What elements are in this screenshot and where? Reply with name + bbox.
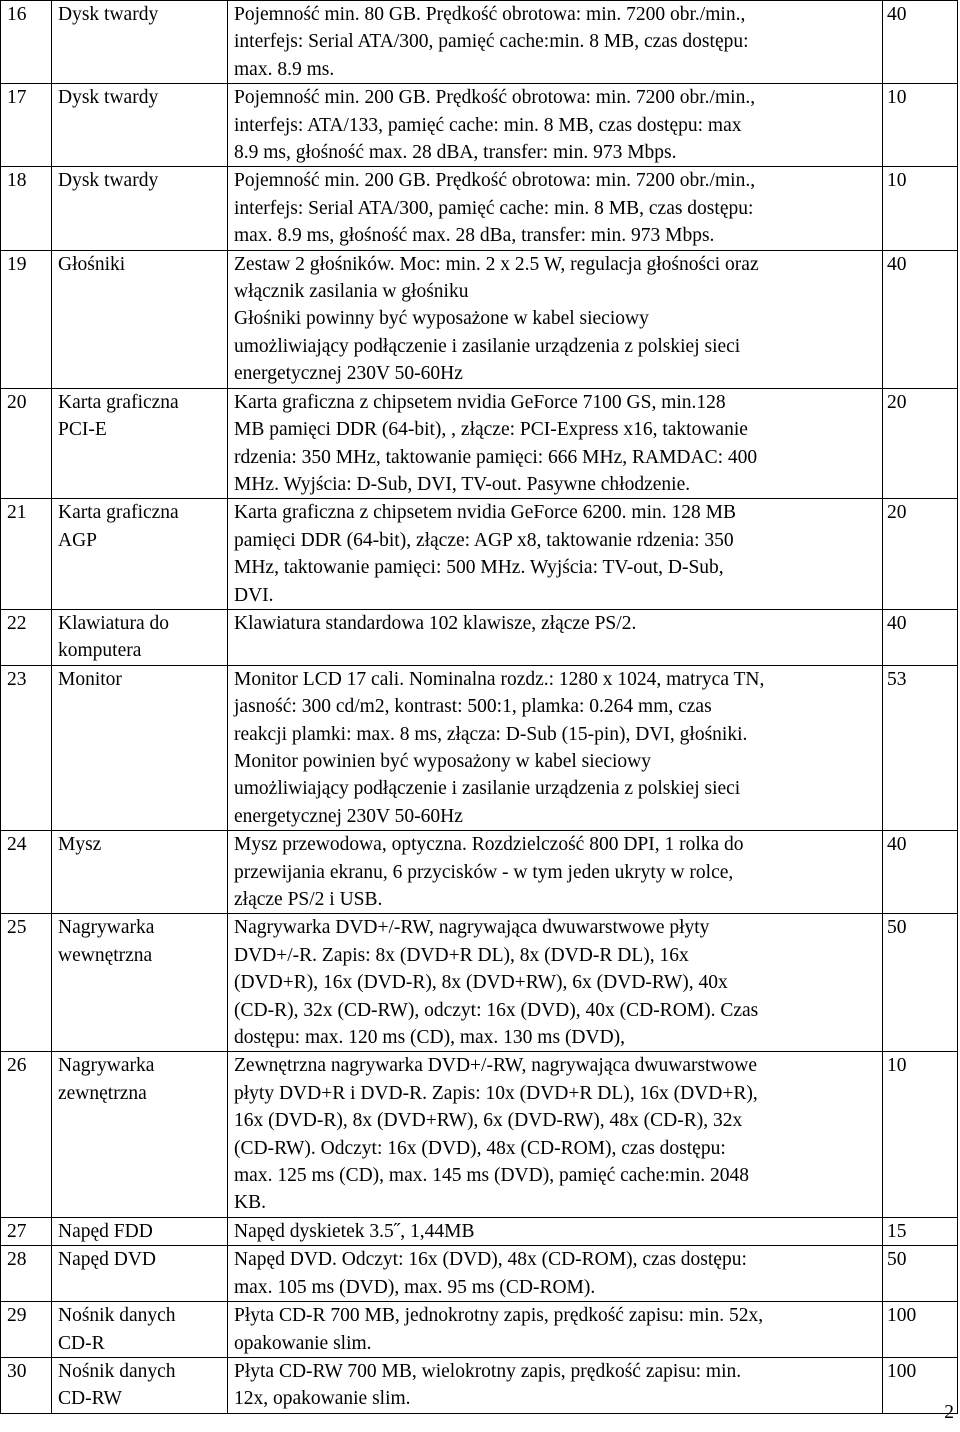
- table-row: [1, 388, 958, 499]
- item-spec-cell: Płyta CD-R 700 MB, jednokrotny zapis, prędkość zapisu: min. 52x, opakowanie slim.: [228, 1302, 883, 1358]
- item-spec-cell: Karta graficzna z chipsetem nvidia GeForce 7100 GS, min.128 MB pamięci DDR (64-bit), , złącze: PCI-Express x16, taktowanie rdzenia: 350 MHz, taktowanie pamięci: 666 MHz, RAMDAC: 400 MHz. Wyjścia: D-Sub, DVI, TV-out. Pasywne chłodzenie.: [228, 388, 883, 499]
- item-spec-cell: Zewnętrzna nagrywarka DVD+/-RW, nagrywająca dwuwarstwowe płyty DVD+R i DVD-R. Zapis: 10x (DVD+R DL), 16x (DVD+R), 16x (DVD-R), 8x (DVD+RW), 6x (DVD-RW), 48x (CD-R), 32x (CD-RW). Odczyt: 16x (DVD), 48x (CD-ROM), czas dostępu: max. 125 ms (CD), max. 145 ms (DVD), pamięć cache:min. 2048 KB.: [228, 1052, 883, 1217]
- item-spec-cell: Mysz przewodowa, optyczna. Rozdzielczość 800 DPI, 1 rolka do przewijania ekranu, 6 przycisków - w tym jeden ukryty w rolce, złącze PS/2 i USB.: [228, 831, 883, 914]
- item-spec-cell: Napęd DVD. Odczyt: 16x (DVD), 48x (CD-ROM), czas dostępu: max. 105 ms (DVD), max. 95 ms (CD-ROM).: [228, 1246, 883, 1302]
- item-quantity-cell: 50: [883, 1246, 958, 1302]
- table-row: [1, 1052, 958, 1217]
- item-number-cell: 25: [1, 914, 52, 1052]
- item-quantity-cell: 100: [883, 1357, 958, 1413]
- item-quantity-cell: 15: [883, 1217, 958, 1245]
- table-row: [1, 1, 958, 84]
- item-name-cell: Monitor: [52, 665, 228, 830]
- item-number-cell: 26: [1, 1052, 52, 1217]
- item-name-cell: Dysk twardy: [52, 167, 228, 250]
- item-number-cell: 29: [1, 1302, 52, 1358]
- item-spec-cell: Monitor LCD 17 cali. Nominalna rozdz.: 1280 x 1024, matryca TN, jasność: 300 cd/m2, kontrast: 500:1, plamka: 0.264 mm, czas reakcji plamki: max. 8 ms, złącza: D-Sub (15-pin), DVI, głośniki. Monitor powinien być wyposażony w kabel sieciowy umożliwiający podłączenie i zasilanie urządzenia z polskiej sieci energetycznej 230V 50-60Hz: [228, 665, 883, 830]
- item-name-cell: Karta graficzna PCI-E: [52, 388, 228, 499]
- item-number-cell: 28: [1, 1246, 52, 1302]
- item-quantity-cell: 20: [883, 499, 958, 610]
- item-number-cell: 27: [1, 1217, 52, 1245]
- item-quantity-cell: 40: [883, 831, 958, 914]
- item-spec-cell: Pojemność min. 200 GB. Prędkość obrotowa: min. 7200 obr./min., interfejs: ATA/133, pamięć cache: min. 8 MB, czas dostępu: max 8.9 ms, głośność max. 28 dBA, transfer: min. 973 Mbps.: [228, 84, 883, 167]
- item-number-cell: 23: [1, 665, 52, 830]
- page-number: 2: [944, 1401, 954, 1423]
- table-row: [1, 84, 958, 167]
- item-quantity-cell: 100: [883, 1302, 958, 1358]
- table-body: [1, 1, 958, 1414]
- item-quantity-cell: 40: [883, 1, 958, 84]
- item-spec-cell: Klawiatura standardowa 102 klawisze, złącze PS/2.: [228, 609, 883, 665]
- item-spec-cell: Nagrywarka DVD+/-RW, nagrywająca dwuwarstwowe płyty DVD+/-R. Zapis: 8x (DVD+R DL), 8x (DVD-R DL), 16x (DVD+R), 16x (DVD-R), 8x (DVD+RW), 6x (DVD-RW), 40x (CD-R), 32x (CD-RW), odczyt: 16x (DVD), 40x (CD-ROM). Czas dostępu: max. 120 ms (CD), max. 130 ms (DVD),: [228, 914, 883, 1052]
- table-row: [1, 831, 958, 914]
- item-name-cell: Głośniki: [52, 250, 228, 388]
- item-name-cell: Mysz: [52, 831, 228, 914]
- item-spec-cell: Pojemność min. 80 GB. Prędkość obrotowa: min. 7200 obr./min., interfejs: Serial ATA/300, pamięć cache:min. 8 MB, czas dostępu: max. 8.9 ms.: [228, 1, 883, 84]
- item-name-cell: Nośnik danych CD-RW: [52, 1357, 228, 1413]
- item-quantity-cell: 20: [883, 388, 958, 499]
- table-row: [1, 1217, 958, 1245]
- item-number-cell: 18: [1, 167, 52, 250]
- item-number-cell: 30: [1, 1357, 52, 1413]
- item-name-cell: Nagrywarka wewnętrzna: [52, 914, 228, 1052]
- item-quantity-cell: 40: [883, 609, 958, 665]
- item-name-cell: Nagrywarka zewnętrzna: [52, 1052, 228, 1217]
- table-row: [1, 1302, 958, 1358]
- item-name-cell: Napęd DVD: [52, 1246, 228, 1302]
- item-spec-cell: Zestaw 2 głośników. Moc: min. 2 x 2.5 W, regulacja głośności oraz włącznik zasilania w głośniku Głośniki powinny być wyposażone w kabel sieciowy umożliwiający podłączenie i zasilanie urządzenia z polskiej sieci energetycznej 230V 50-60Hz: [228, 250, 883, 388]
- item-number-cell: 21: [1, 499, 52, 610]
- item-number-cell: 24: [1, 831, 52, 914]
- table-row: [1, 665, 958, 830]
- item-number-cell: 17: [1, 84, 52, 167]
- item-name-cell: Dysk twardy: [52, 1, 228, 84]
- table-row: [1, 167, 958, 250]
- item-spec-cell: Karta graficzna z chipsetem nvidia GeForce 6200. min. 128 MB pamięci DDR (64-bit), złącze: AGP x8, taktowanie rdzenia: 350 MHz, taktowanie pamięci: 500 MHz. Wyjścia: TV-out, D-Sub, DVI.: [228, 499, 883, 610]
- item-number-cell: 20: [1, 388, 52, 499]
- item-quantity-cell: 10: [883, 1052, 958, 1217]
- item-quantity-cell: 50: [883, 914, 958, 1052]
- table-row: [1, 1246, 958, 1302]
- item-number-cell: 19: [1, 250, 52, 388]
- item-spec-cell: Pojemność min. 200 GB. Prędkość obrotowa: min. 7200 obr./min., interfejs: Serial ATA/300, pamięć cache: min. 8 MB, czas dostępu: max. 8.9 ms, głośność max. 28 dBa, transfer: min. 973 Mbps.: [228, 167, 883, 250]
- item-quantity-cell: 10: [883, 167, 958, 250]
- item-name-cell: Napęd FDD: [52, 1217, 228, 1245]
- item-quantity-cell: 53: [883, 665, 958, 830]
- table-row: [1, 499, 958, 610]
- table-row: [1, 250, 958, 388]
- item-spec-cell: Płyta CD-RW 700 MB, wielokrotny zapis, prędkość zapisu: min. 12x, opakowanie slim.: [228, 1357, 883, 1413]
- item-name-cell: Klawiatura do komputera: [52, 609, 228, 665]
- item-quantity-cell: 40: [883, 250, 958, 388]
- item-quantity-cell: 10: [883, 84, 958, 167]
- table-row: [1, 609, 958, 665]
- item-name-cell: Nośnik danych CD-R: [52, 1302, 228, 1358]
- item-name-cell: Dysk twardy: [52, 84, 228, 167]
- table-row: [1, 1357, 958, 1413]
- item-name-cell: Karta graficzna AGP: [52, 499, 228, 610]
- item-number-cell: 22: [1, 609, 52, 665]
- table-row: [1, 914, 958, 1052]
- item-number-cell: 16: [1, 1, 52, 84]
- item-spec-cell: Napęd dyskietek 3.5˝, 1,44MB: [228, 1217, 883, 1245]
